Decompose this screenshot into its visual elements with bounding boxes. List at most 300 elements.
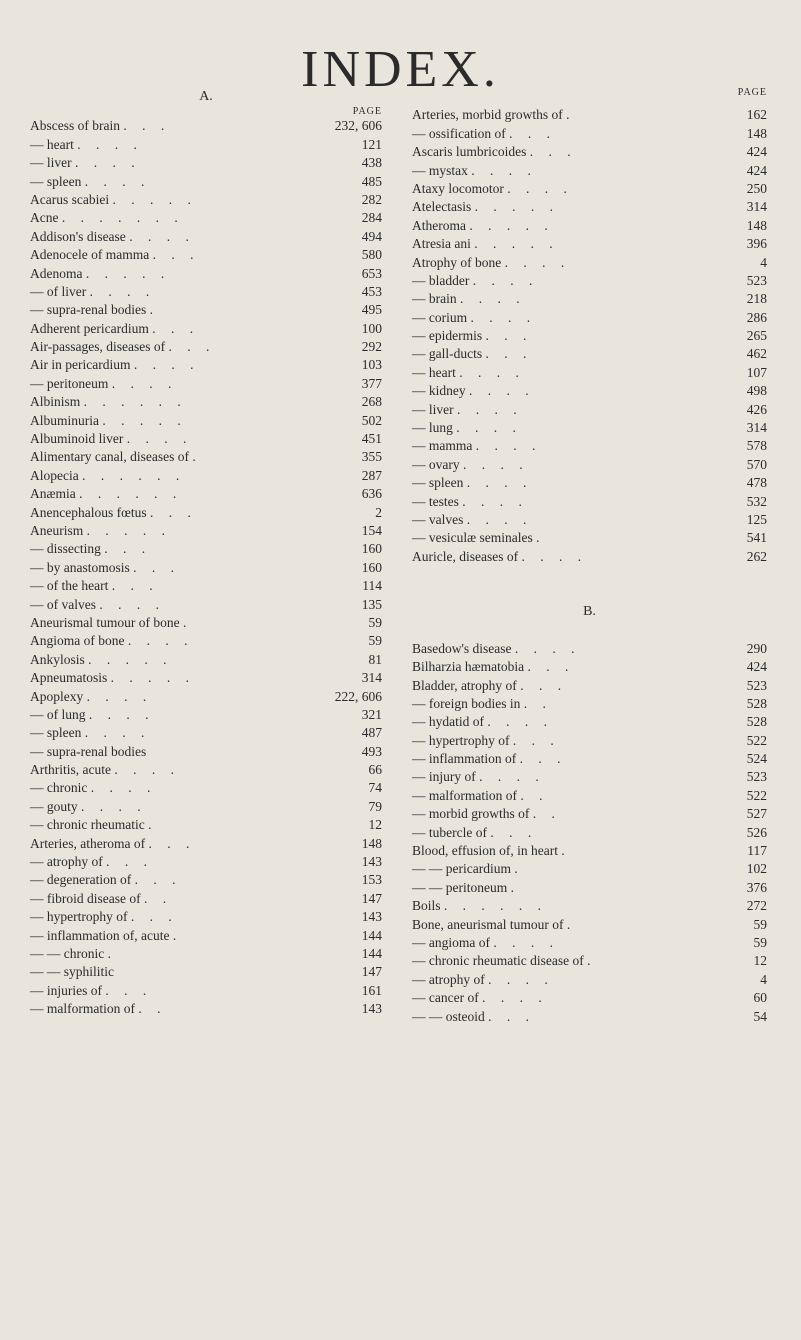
entry-list-a (30, 117, 382, 1018)
index-entry (412, 511, 767, 529)
entry-page-number: 451 (361, 431, 382, 447)
entry-term-text: — morbid growths of (412, 806, 530, 822)
entry-term (412, 474, 532, 492)
index-entry (30, 375, 382, 393)
index-entry (412, 842, 767, 860)
entry-page-number: 485 (361, 173, 382, 189)
entry-term-text: Acarus scabiei (30, 191, 110, 207)
index-entry (412, 805, 767, 823)
entry-term (30, 743, 146, 761)
entry-term (30, 485, 182, 503)
entry-page-number: 498 (746, 383, 767, 399)
entry-term-text: Angioma of bone (30, 633, 125, 649)
entry-page-number: 59 (368, 614, 382, 630)
entry-term (30, 154, 141, 172)
entry-page-number: 502 (361, 412, 382, 428)
entry-term (412, 198, 559, 216)
entry-term (412, 235, 559, 253)
index-entry (412, 272, 767, 290)
entry-page-number: 355 (361, 449, 382, 465)
entry-page-number: 81 (368, 651, 382, 667)
entry-leader-dots: . (566, 107, 576, 123)
index-entry (412, 401, 767, 419)
entry-term (30, 761, 180, 779)
index-entry (412, 787, 767, 805)
entry-page-number: 523 (746, 769, 767, 785)
entry-term-text: Bone, aneurismal tumour of (412, 916, 564, 932)
entry-term-text: Atrophy of bone (412, 254, 502, 270)
entry-term-text: — angioma of (412, 934, 490, 950)
entry-leader-dots: . . . . (99, 596, 165, 612)
entry-leader-dots: . . . . . . . (61, 210, 184, 226)
entry-leader-dots: . (192, 449, 202, 465)
index-entry (30, 927, 382, 945)
index-entry (412, 548, 767, 566)
index-entry (412, 897, 767, 915)
entry-page-number: 522 (746, 787, 767, 803)
entry-page-number: 114 (362, 578, 382, 594)
entry-term (30, 927, 182, 945)
entry-page-number: 79 (368, 798, 382, 814)
entry-leader-dots: . . . . (479, 769, 545, 785)
entry-term (30, 779, 156, 797)
entry-term (412, 272, 538, 290)
entry-leader-dots: . . . . (482, 990, 548, 1006)
entry-leader-dots: . . . (519, 751, 567, 767)
entry-term (412, 106, 575, 124)
entry-term-text: Ascaris lumbricoides (412, 144, 527, 160)
entry-leader-dots: . . . (152, 247, 200, 263)
entry-leader-dots: . . . . . (102, 412, 187, 428)
entry-page-number: 314 (746, 199, 767, 215)
entry-leader-dots: . . . . (475, 438, 542, 454)
index-entry (30, 890, 382, 908)
entry-leader-dots: . . . (152, 320, 200, 336)
entry-page-number: 107 (746, 364, 767, 380)
entry-term (412, 677, 567, 695)
index-entry (412, 125, 767, 143)
index-entry (30, 356, 382, 374)
entry-leader-dots: . . . . (127, 633, 194, 649)
entry-term-text: Aneurism (30, 522, 84, 538)
entry-term-text: — corium (412, 309, 468, 325)
entry-term-text: — gouty (30, 798, 78, 814)
entry-page-number: 528 (746, 714, 767, 730)
entry-term-text: Abscess of brain (30, 118, 120, 134)
entry-term-text: Anæmia (30, 486, 76, 502)
index-entry (412, 290, 767, 308)
entry-page-number: 424 (746, 162, 767, 178)
entry-term-text: Atelectasis (412, 199, 472, 215)
index-entry (412, 198, 767, 216)
entry-page-number: 424 (746, 144, 767, 160)
entry-term-text: — of lung (30, 706, 86, 722)
entry-term-text: Adenoma (30, 265, 83, 281)
index-entry (412, 916, 767, 934)
index-entry (30, 798, 382, 816)
entry-leader-dots: . (587, 953, 597, 969)
index-entry (30, 816, 382, 834)
entry-term (412, 860, 524, 878)
index-entry (412, 713, 767, 731)
entry-leader-dots: . . . (104, 541, 152, 557)
index-entry (412, 493, 767, 511)
entry-term-text: — — osteoid (412, 1008, 485, 1024)
index-entry (412, 364, 767, 382)
entry-term-text: — — peritoneum (412, 879, 508, 895)
entry-term (30, 798, 147, 816)
entry-term-text: — foreign bodies in (412, 695, 521, 711)
index-entry (30, 412, 382, 430)
section-letter-a: A. (199, 89, 213, 104)
entry-leader-dots: . (172, 927, 183, 943)
entry-term (412, 180, 573, 198)
section-letter-b: B. (583, 603, 596, 619)
entry-term (30, 853, 153, 871)
index-entry (412, 768, 767, 786)
entry-term (30, 982, 152, 1000)
entry-leader-dots: . . . (490, 824, 538, 840)
entry-term (30, 448, 202, 466)
entry-term-text: Bilharzia hæmatobia (412, 659, 525, 675)
entry-term (30, 173, 150, 191)
entry-page-number: 160 (361, 541, 382, 557)
entry-term-text: — by anastomosis (30, 559, 130, 575)
entry-term-text: Alopecia (30, 467, 79, 483)
entry-term (412, 640, 581, 658)
entry-term-text: — spleen (30, 725, 82, 741)
index-entry (30, 669, 382, 687)
entry-term-text: — brain (412, 291, 457, 307)
entry-term-text: — inflammation of (412, 751, 517, 767)
entry-term-text: — bladder (412, 272, 470, 288)
index-entry (30, 154, 382, 172)
entry-term (30, 393, 187, 411)
index-entry (30, 963, 382, 981)
entry-leader-dots: . . . . . . (79, 486, 183, 502)
entry-leader-dots: . . . (106, 854, 153, 870)
index-entry (412, 437, 767, 455)
entry-page-number: 287 (361, 467, 382, 483)
entry-page-number: 284 (361, 210, 382, 226)
entry-term-text: Adenocele of mamma (30, 247, 150, 263)
index-entry (412, 860, 767, 878)
entry-page-number: 262 (746, 548, 767, 564)
entry-leader-dots: . . . . (126, 431, 193, 447)
entry-term (412, 327, 532, 345)
entry-leader-dots: . . . . . (469, 217, 554, 233)
entry-term (30, 835, 195, 853)
entry-page-number: 59 (753, 916, 767, 932)
entry-term-text: — of valves (30, 596, 96, 612)
entry-term (30, 540, 151, 558)
index-entry (412, 254, 767, 272)
index-entry (412, 971, 767, 989)
entry-term-text: Anencephalous fœtus (30, 504, 147, 520)
index-entry (30, 209, 382, 227)
index-entry (30, 577, 382, 595)
entry-page-number: 232, 606 (334, 118, 382, 134)
entry-term (412, 548, 587, 566)
entry-leader-dots: . . . . (507, 180, 573, 196)
entry-term (412, 805, 561, 823)
entry-leader-dots: . . . . . (110, 670, 195, 686)
entry-page-number: 272 (746, 898, 767, 914)
index-entry (412, 456, 767, 474)
entry-page-number: 148 (746, 125, 767, 141)
entry-leader-dots: . . . . (487, 714, 553, 730)
index-entry (30, 136, 382, 154)
entry-page-number: 377 (361, 375, 382, 391)
entry-term (30, 504, 197, 522)
index-entry (30, 632, 382, 650)
entry-page-number: 74 (368, 780, 382, 796)
entry-term (30, 816, 157, 834)
entry-leader-dots: . . . . (459, 364, 525, 380)
entry-leader-dots: . . . . (81, 798, 147, 814)
index-entry (30, 743, 382, 761)
entry-page-number: 117 (747, 843, 767, 859)
index-entry (30, 283, 382, 301)
entry-leader-dots: . . . . (457, 401, 523, 417)
entry-term (30, 209, 184, 227)
index-entry (30, 559, 382, 577)
index-entry (30, 504, 382, 522)
entry-term (30, 191, 197, 209)
index-entry (30, 301, 382, 319)
entry-leader-dots: . . . . (504, 254, 571, 270)
entry-term (30, 596, 165, 614)
entry-term-text: Atheroma (412, 217, 466, 233)
index-column-left (30, 88, 382, 1019)
entry-term (412, 934, 559, 952)
entry-leader-dots: . (148, 817, 158, 833)
entry-page-number: 453 (361, 283, 382, 299)
index-entry (412, 879, 767, 897)
entry-term (30, 890, 172, 908)
entry-page-number: 527 (746, 806, 767, 822)
entry-leader-dots: . . . . (472, 272, 539, 288)
entry-leader-dots: . . . (111, 578, 159, 594)
index-entry (30, 945, 382, 963)
entry-term-text: Ataxy locomotor (412, 180, 504, 196)
entry-leader-dots: . . . (529, 144, 577, 160)
entry-page-number: 522 (746, 732, 767, 748)
entry-page-number: 396 (746, 236, 767, 252)
entry-term (412, 787, 548, 805)
entry-term-text: — liver (30, 155, 72, 171)
entry-leader-dots: . . . . . (112, 191, 197, 207)
entry-leader-dots: . . . . (456, 420, 522, 436)
entry-page-number: 314 (746, 420, 767, 436)
entry-leader-dots: . . . . (129, 228, 195, 244)
entry-page-number: 103 (361, 357, 382, 373)
entry-term-text: — degeneration of (30, 872, 132, 888)
entry-leader-dots: . . . . . . (443, 898, 548, 914)
index-entry (412, 419, 767, 437)
page-column-header: PAGE (352, 106, 382, 118)
entry-term-text: — malformation of (412, 787, 517, 803)
entry-term-text: — heart (412, 364, 456, 380)
entry-term (412, 1008, 535, 1026)
entry-leader-dots: . . . . (521, 548, 588, 564)
entry-page-number: 162 (746, 107, 767, 123)
entry-page-number: 4 (760, 254, 767, 270)
entry-leader-dots: . . . . (88, 706, 155, 722)
entry-leader-dots: . . . . (488, 971, 554, 987)
entry-page-number: 12 (368, 817, 382, 833)
entry-page-number: 144 (361, 945, 382, 961)
index-entry (412, 327, 767, 345)
entry-term-text: — atrophy of (30, 854, 103, 870)
entry-page-number: 532 (746, 493, 767, 509)
index-entry (412, 1008, 767, 1026)
entry-term-text: Aneurismal tumour of bone (30, 614, 180, 630)
index-entry (30, 596, 382, 614)
entry-page-number: 494 (361, 228, 382, 244)
entry-page-number: 143 (361, 1001, 382, 1017)
entry-page-number: 570 (746, 456, 767, 472)
entry-term (412, 401, 523, 419)
entry-leader-dots: . (561, 843, 571, 859)
index-entry (30, 651, 382, 669)
entry-term-text: — heart (30, 136, 74, 152)
entry-term (412, 713, 553, 731)
entry-term-text: Bladder, atrophy of (412, 677, 517, 693)
index-entry (30, 173, 382, 191)
entry-leader-dots: . . . . (462, 493, 528, 509)
entry-page-number: 154 (361, 522, 382, 538)
index-entry (412, 732, 767, 750)
entry-page-number: 478 (746, 475, 767, 491)
entry-page-number: 250 (746, 180, 767, 196)
index-entry (30, 779, 382, 797)
entry-term-text: Ankylosis (30, 651, 85, 667)
entry-page-number: 222, 606 (334, 688, 382, 704)
entry-term-text: Albuminoid liver (30, 431, 124, 447)
entry-term (30, 356, 199, 374)
entry-leader-dots: . . . (520, 677, 568, 693)
entry-page-number: 147 (361, 890, 382, 906)
entry-leader-dots: . . . . (75, 155, 141, 171)
entry-term-text: — supra-renal bodies (30, 743, 147, 759)
entry-leader-dots: . . . . (469, 383, 535, 399)
index-entry (412, 474, 767, 492)
entry-leader-dots: . . . (509, 125, 556, 141)
index-entry (412, 529, 767, 547)
entry-term (30, 724, 150, 742)
entry-term-text: — mamma (412, 438, 473, 454)
entry-term-text: — fibroid disease of (30, 890, 141, 906)
entry-page-number: 524 (746, 751, 767, 767)
entry-leader-dots: . . . (105, 982, 153, 998)
entry-page-number: 282 (361, 191, 382, 207)
entry-term-text: — hydatid of (412, 714, 484, 730)
entry-term-text: Albuminuria (30, 412, 99, 428)
entry-leader-dots: . . . . (463, 456, 529, 472)
entry-term (412, 989, 548, 1007)
entry-term-text: — kidney (412, 383, 466, 399)
entry-leader-dots: . . . . (460, 291, 526, 307)
entry-term (412, 879, 520, 897)
entry-page-number: 153 (361, 872, 382, 888)
entry-page-number: 578 (746, 438, 767, 454)
entry-term (30, 338, 215, 356)
entry-term (412, 217, 554, 235)
entry-leader-dots: . . . (123, 118, 171, 134)
entry-term (30, 228, 195, 246)
entry-term (412, 364, 525, 382)
entry-term-text: Blood, effusion of, in heart (412, 843, 558, 859)
entry-term (30, 522, 171, 540)
entry-term-text: — chronic rheumatic disease of (412, 953, 584, 969)
index-entry (412, 989, 767, 1007)
entry-term (412, 162, 537, 180)
entry-term-text: — — syphilitic (30, 964, 114, 980)
entry-page-number: 526 (746, 824, 767, 840)
entry-page-number: 148 (746, 217, 767, 233)
entry-term (30, 246, 199, 264)
entry-term (412, 842, 571, 860)
entry-term (30, 117, 170, 135)
entry-term (30, 706, 155, 724)
entry-page-number: 59 (753, 934, 767, 950)
entry-term-text: — spleen (30, 173, 82, 189)
entry-term-text: — injury of (412, 769, 476, 785)
entry-term (30, 136, 143, 154)
entry-leader-dots: . . . . (90, 780, 157, 796)
entry-term-text: — injuries of (30, 982, 102, 998)
entry-term (30, 283, 155, 301)
entry-leader-dots: . . . . . . (82, 467, 186, 483)
entry-term-text: — supra-renal bodies (30, 302, 147, 318)
entry-page-number: 636 (361, 486, 382, 502)
entry-term (30, 1000, 166, 1018)
index-entry (30, 1000, 382, 1018)
entry-term (30, 301, 159, 319)
entry-leader-dots: . . . . (114, 762, 180, 778)
entry-term (30, 945, 117, 963)
entry-leader-dots: . . . . . (474, 236, 559, 252)
entry-page-number: 292 (361, 339, 382, 355)
entry-term-text: — dissecting (30, 541, 101, 557)
entry-page-number: 268 (361, 394, 382, 410)
page-column-header: PAGE (737, 87, 767, 98)
entry-term-text: — spleen (412, 475, 464, 491)
entry-page-number: 12 (753, 953, 767, 969)
entry-page-number: 161 (361, 982, 382, 998)
index-entry (30, 724, 382, 742)
entry-leader-dots: . . . (488, 1008, 535, 1024)
index-entry (412, 382, 767, 400)
index-entry (412, 143, 767, 161)
entry-term-text: Auricle, diseases of (412, 548, 519, 564)
entry-leader-dots: . . . (149, 504, 197, 520)
entry-page-number: 147 (361, 964, 382, 980)
entry-term-text: — inflammation of, acute (30, 927, 170, 943)
entry-page-number: 487 (361, 725, 382, 741)
entry-page-number: 160 (361, 559, 382, 575)
entry-leader-dots: . . . (133, 559, 180, 575)
entry-leader-dots: . . . . (84, 173, 151, 189)
entry-term-text: Arteries, atheroma of (30, 835, 146, 851)
entry-leader-dots: . . . . (86, 688, 153, 704)
index-entry (412, 695, 767, 713)
entry-term-text: — mystax (412, 162, 468, 178)
entry-term (412, 511, 532, 529)
entry-term-text: Acne (30, 210, 59, 226)
entry-leader-dots: . . . (168, 339, 216, 355)
